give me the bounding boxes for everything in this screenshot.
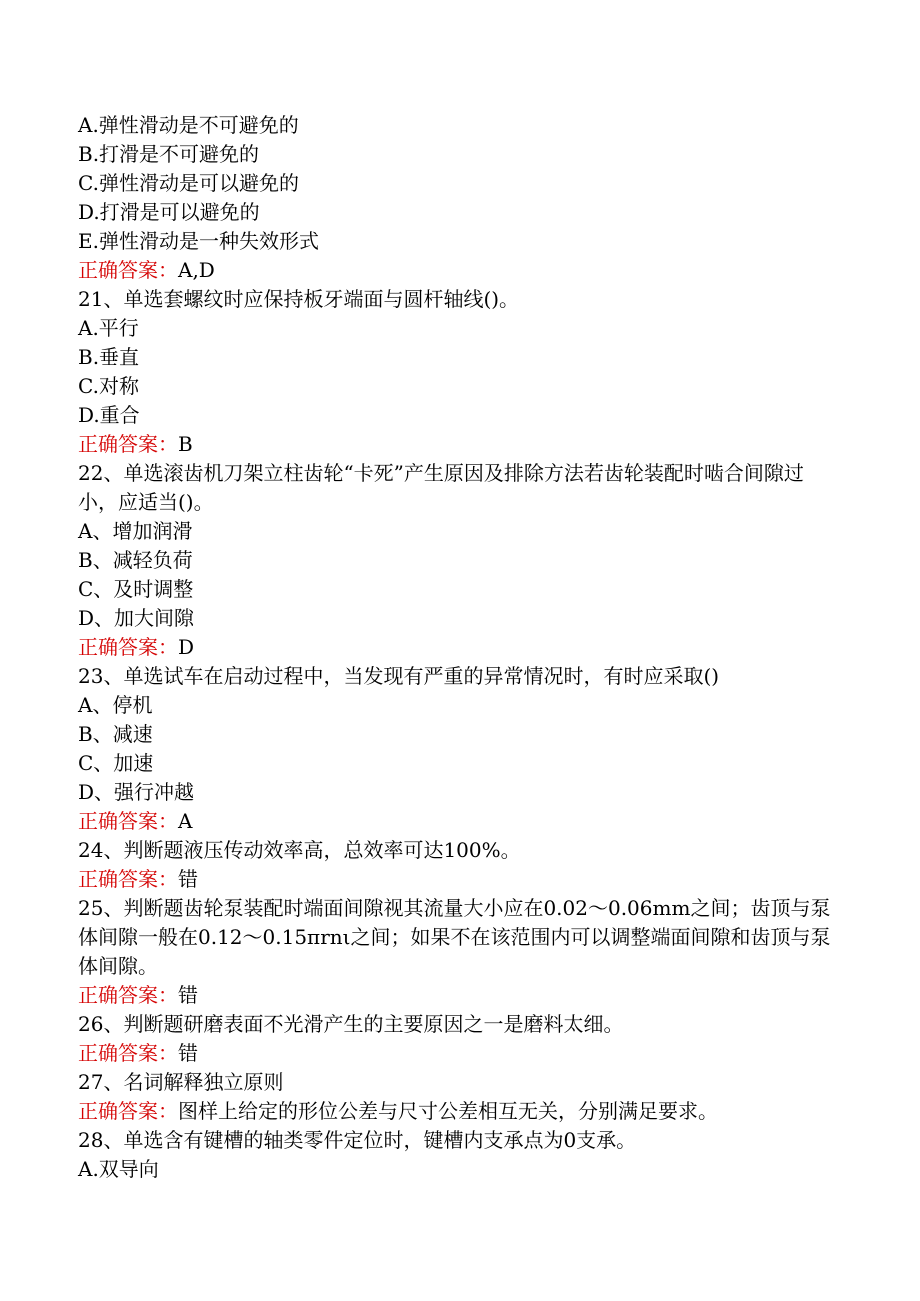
answer-value: 图样上给定的形位公差与尺寸公差相互无关，分别满足要求。 — [178, 1099, 718, 1123]
q25-stem: 25、判断题齿轮泵装配时端面间隙视其流量大小应在0.02～0.06mm之间；齿顶与泵体间隙一般在0.12～0.15πrnι之间；如果不在该范围内可以调整端面间隙和齿顶与泵体间隙。 — [78, 896, 831, 978]
q23-option-b: B、减速 — [78, 722, 153, 746]
q20-option-e: E.弹性滑动是一种失效形式 — [78, 229, 319, 253]
q28-option-a: A.双导向 — [78, 1157, 159, 1181]
q25-answer — [78, 981, 838, 1010]
q20-option-a: A.弹性滑动是不可避免的 — [78, 113, 299, 137]
q22-option-c: C、及时调整 — [78, 577, 194, 601]
answer-label: 正确答案： — [78, 432, 178, 456]
q20-option-b: B.打滑是不可避免的 — [78, 142, 260, 166]
answer-label: 正确答案： — [78, 809, 178, 833]
answer-label: 正确答案： — [78, 635, 178, 659]
answer-label: 正确答案： — [78, 1099, 178, 1123]
q21-option-c: C.对称 — [78, 374, 139, 398]
q22-answer — [78, 633, 838, 662]
q27-answer — [78, 1097, 838, 1126]
answer-value: A,D — [178, 258, 215, 282]
answer-value: A — [178, 809, 193, 833]
answer-value: 错 — [178, 1041, 198, 1065]
q24-stem: 24、判断题液压传动效率高，总效率可达100%。 — [78, 838, 521, 862]
q21-option-d: D.重合 — [78, 403, 140, 427]
q21-option-a: A.平行 — [78, 316, 139, 340]
answer-value: B — [178, 432, 193, 456]
q21-option-b: B.垂直 — [78, 345, 140, 369]
q27-stem: 27、名词解释独立原则 — [78, 1070, 284, 1094]
q22-option-a: A、增加润滑 — [78, 519, 193, 543]
q23-option-c: C、加速 — [78, 751, 154, 775]
q23-stem: 23、单选试车在启动过程中，当发现有严重的异常情况时，有时应采取() — [78, 664, 720, 688]
answer-value: 错 — [178, 983, 198, 1007]
q20-answer — [78, 256, 838, 285]
answer-label: 正确答案： — [78, 867, 178, 891]
q22-option-b: B、减轻负荷 — [78, 548, 193, 572]
answer-label: 正确答案： — [78, 258, 178, 282]
q28-stem: 28、单选含有键槽的轴类零件定位时，键槽内支承点为0支承。 — [78, 1128, 637, 1152]
q21-answer — [78, 430, 838, 459]
answer-value: 错 — [178, 867, 198, 891]
q23-answer — [78, 807, 838, 836]
answer-label: 正确答案： — [78, 983, 178, 1007]
q23-option-d: D、强行冲越 — [78, 780, 195, 804]
q23-option-a: A、停机 — [78, 693, 153, 717]
q21-stem: 21、单选套螺纹时应保持板牙端面与圆杆轴线()。 — [78, 287, 520, 311]
q24-answer — [78, 865, 838, 894]
q22-stem: 22、单选滚齿机刀架立柱齿轮“卡死”产生原因及排除方法若齿轮装配时啮合间隙过小，应适当()。 — [78, 461, 804, 514]
q26-stem: 26、判断题研磨表面不光滑产生的主要原因之一是磨料太细。 — [78, 1012, 624, 1036]
answer-label: 正确答案： — [78, 1041, 178, 1065]
q26-answer — [78, 1039, 838, 1068]
q20-option-d: D.打滑是可以避免的 — [78, 200, 260, 224]
q20-option-c: C.弹性滑动是可以避免的 — [78, 171, 299, 195]
document-content — [78, 111, 838, 1184]
answer-value: D — [178, 635, 195, 659]
q22-option-d: D、加大间隙 — [78, 606, 195, 630]
